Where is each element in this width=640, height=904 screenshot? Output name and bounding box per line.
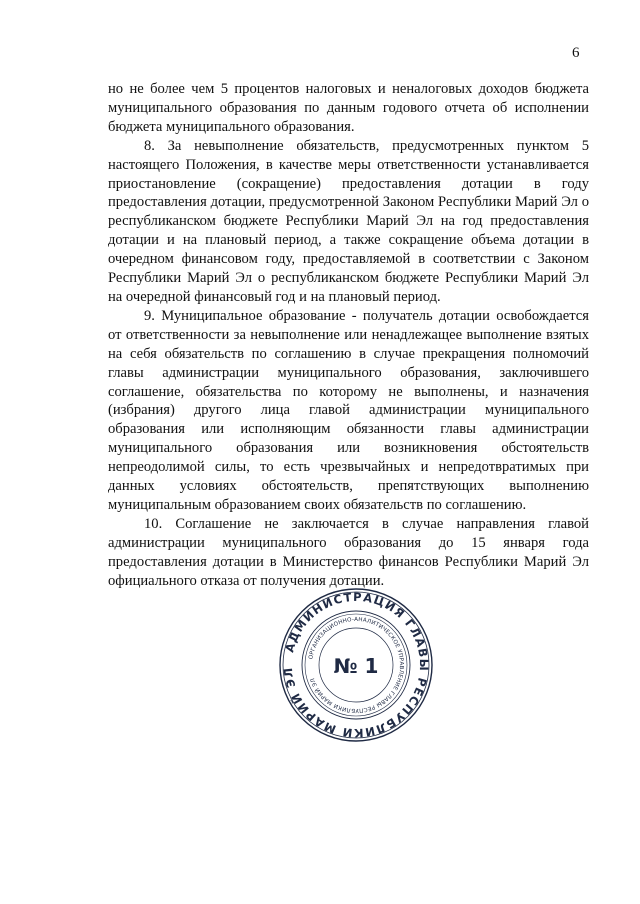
paragraph-item-10: 10. Соглашение не заключается в случае направления главой администрации муниципального образования до 15 января года предоставления дотации в Министерство финансов Республики Марий Эл официального отказа от получения дотации.: [108, 515, 589, 589]
seal-outer-text: АДМИНИСТРАЦИЯ ГЛАВЫ РЕСПУБЛИКИ МАРИЙ ЭЛ: [280, 589, 432, 741]
page-number: 6: [572, 45, 580, 61]
paragraph-item-9: 9. Муниципальное образование - получатель дотации освобождается от ответственности за невыполнение или ненадлежащее выполнение взятых на себя обязательств по соглашению в случае прекращения полномочий главы администрации муниципального образования, заключившего соглашение, обязательства по которому не выполнены, и назначения (избрания) другого лица главой администрации муниципального образования или исполняющим обязанности главы администрации муниципального образования или возникновения обстоятельств непреодолимой силы, то есть чрезвычайных и непредотвратимых при данных условиях обстоятельств, препятствующих выполнению муниципальным образованием своих обязательств по соглашению.: [108, 307, 589, 513]
official-seal-stamp: [278, 587, 434, 743]
seal-number: № 1: [333, 654, 379, 678]
paragraph-item-8: 8. За невыполнение обязательств, предусмотренных пунктом 5 настоящего Положения, в качестве меры ответственности устанавливается приостановление (сокращение) предоставления дотации в году предоставления дотации, предусмотренной Законом Республики Марий Эл о республиканском бюджете Республики Марий Эл на год предоставления дотации и на плановый период, а также сокращение объема дотации в очередном финансовом году, предоставляемой в соответствии с Законом Республики Марий Эл о республиканском бюджете Республики Марий Эл на очередной финансовый год и на плановый период.: [108, 137, 589, 305]
seal-inner-text: ОРГАНИЗАЦИОННО-АНАЛИТИЧЕСКОЕ УПРАВЛЕНИЕ ГЛАВЫ РЕСПУБЛИКИ МАРИЙ ЭЛ: [308, 616, 405, 714]
paragraph-continuation: но не более чем 5 процентов налоговых и неналоговых доходов бюджета муниципального образования по данным годового отчета об исполнении бюджета муниципального образования.: [108, 81, 589, 135]
document-body: [108, 80, 589, 590]
